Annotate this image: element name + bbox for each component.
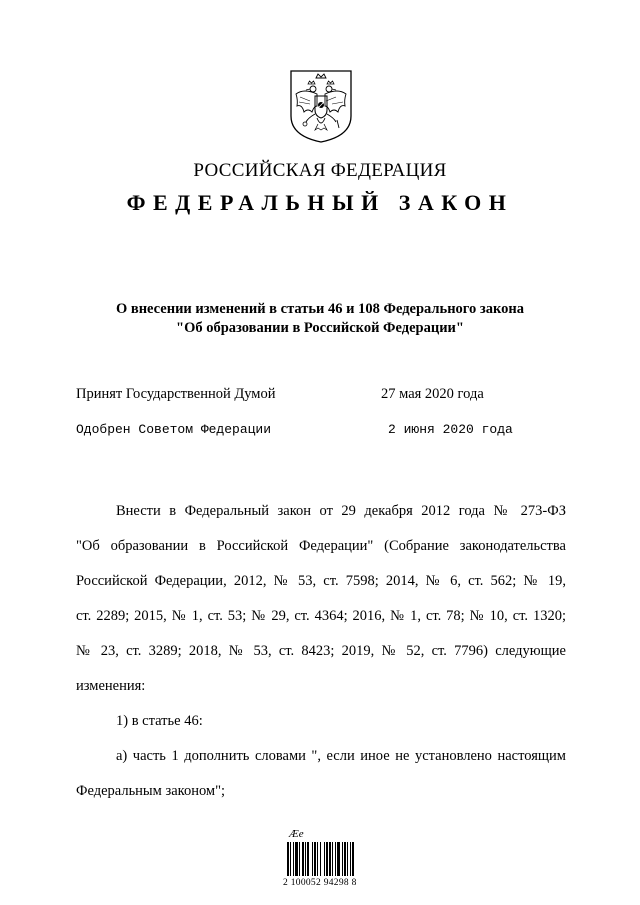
law-title — [0, 300, 640, 338]
barcode-bar — [314, 842, 316, 876]
barcode-bar — [335, 842, 336, 876]
barcode-bar — [312, 842, 313, 876]
body-line: Российской Федерации, 2012, № 53, ст. 7598; 2014, № 6, ст. 562; № 19, — [76, 573, 566, 589]
barcode-number: 2 100052 94298 8 — [283, 878, 357, 888]
country-name: РОССИЙСКАЯ ФЕДЕРАЦИЯ — [193, 160, 447, 181]
barcode-bar — [352, 842, 354, 876]
barcode-bar — [307, 842, 309, 876]
law-title-line-2: "Об образовании в Российской Федерации" — [176, 320, 464, 336]
barcode-bar — [293, 842, 294, 876]
body-line: № 23, ст. 3289; 2018, № 53, ст. 8423; 2019, № 52, ст. 7796) следующие — [76, 643, 566, 659]
barcode-bar — [317, 842, 318, 876]
barcode-bar — [337, 842, 340, 876]
law-body — [76, 494, 566, 809]
law-title-line-1: О внесении изменений в статьи 46 и 108 Федерального закона — [115, 301, 525, 317]
barcode-bar — [347, 842, 348, 876]
body-line: Внести в Федеральный закон от 29 декабря 2012 года № 273-ФЗ — [116, 503, 566, 519]
barcode-bar — [287, 842, 289, 876]
barcode-bar — [320, 842, 321, 876]
barcode-bar — [329, 842, 331, 876]
signature-mark: Æe — [289, 828, 304, 840]
sub-item-a: а) часть 1 дополнить словами ", если иное не установлено настоящим — [116, 748, 566, 764]
barcode-bar — [332, 842, 333, 876]
barcode — [285, 842, 375, 876]
duma-date: 27 мая 2020 года — [381, 386, 484, 402]
sub-item-a-continuation: Федеральным законом"; — [76, 783, 226, 799]
article-item: 1) в статье 46: — [116, 713, 203, 729]
barcode-bar — [299, 842, 300, 876]
barcode-bar — [302, 842, 304, 876]
council-label: Одобрен Советом Федерации — [76, 422, 272, 437]
coat-of-arms-icon — [288, 68, 354, 144]
barcode-bar — [326, 842, 328, 876]
barcode-bar — [324, 842, 325, 876]
barcode-bar — [305, 842, 306, 876]
document-type: ФЕДЕРАЛЬНЫЙ ЗАКОН — [126, 190, 514, 215]
barcode-bar — [350, 842, 351, 876]
body-line: "Об образовании в Российской Федерации" (Собрание законодательства — [76, 538, 566, 554]
body-line: изменения: — [76, 678, 146, 694]
barcode-bar — [342, 842, 343, 876]
body-line: ст. 2289; 2015, № 1, ст. 53; № 29, ст. 4364; 2016, № 1, ст. 78; № 10, ст. 1320; — [76, 608, 566, 624]
duma-label: Принят Государственной Думой — [76, 386, 276, 402]
barcode-bar — [290, 842, 291, 876]
barcode-bar — [295, 842, 298, 876]
barcode-bar — [344, 842, 346, 876]
council-date: 2 июня 2020 года — [388, 422, 513, 437]
